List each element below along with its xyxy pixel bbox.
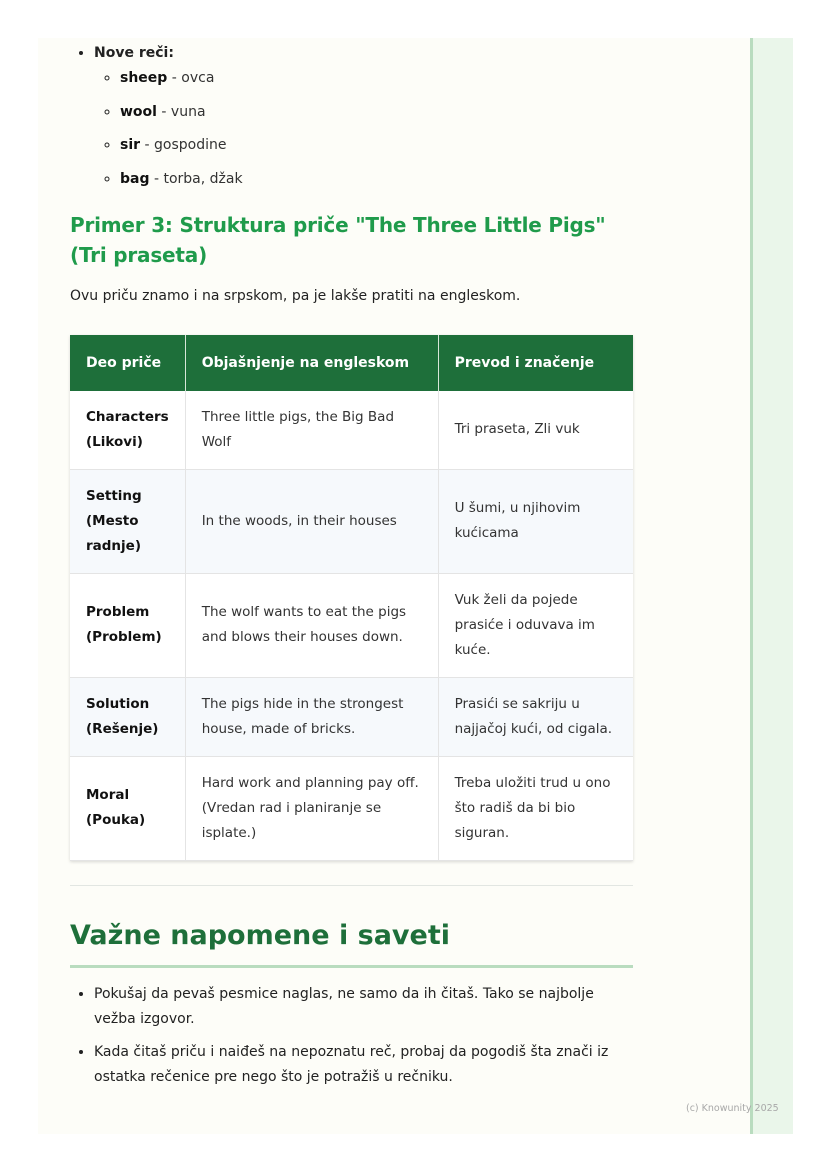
example3-title: Primer 3: Struktura priče "The Three Little Pigs" (Tri praseta) <box>70 212 606 267</box>
column-header: Objašnjenje na engleskom <box>185 335 438 391</box>
vocab-translation: - ovca <box>167 70 215 86</box>
english-explanation-cell: Three little pigs, the Big Bad Wolf <box>185 391 438 470</box>
english-explanation-cell: The pigs hide in the strongest house, made of bricks. <box>185 677 438 756</box>
column-header: Prevod i značenje <box>438 335 633 391</box>
story-part-cell: Characters (Likovi) <box>70 391 185 470</box>
section-divider <box>70 885 633 886</box>
story-part-cell: Setting (Mesto radnje) <box>70 469 185 573</box>
translation-cell: Vuk želi da pojede prasiće i oduvava im kuće. <box>438 573 633 677</box>
new-words-list <box>70 41 635 192</box>
translation-cell: Tri praseta, Zli vuk <box>438 391 633 470</box>
vocab-item <box>120 100 635 125</box>
side-band <box>750 38 793 1134</box>
tips-title: Važne napomene i saveti <box>70 916 633 968</box>
table-row <box>70 677 633 756</box>
column-header: Deo priče <box>70 335 185 391</box>
story-part-cell: Problem (Problem) <box>70 573 185 677</box>
table-row <box>70 756 633 860</box>
vocab-translation: - torba, džak <box>149 170 243 187</box>
vocab-translation: - vuna <box>156 103 206 120</box>
vocab-word: sheep <box>120 70 168 86</box>
vocab-word: wool <box>120 103 157 120</box>
vocab-word: sir <box>120 137 141 153</box>
english-explanation-cell: The wolf wants to eat the pigs and blows their houses down. <box>185 573 438 677</box>
vocab-item <box>120 167 635 192</box>
vocab-translation: - gospodine <box>140 137 227 153</box>
story-part-cell: Solution (Rešenje) <box>70 677 185 756</box>
story-structure-table <box>70 335 633 861</box>
translation-cell: U šumi, u njihovim kućicama <box>438 469 633 573</box>
new-words-heading: • Nove reči: <box>94 45 174 61</box>
vocab-item <box>120 133 635 158</box>
translation-cell: Treba uložiti trud u ono što radiš da bi bio siguran. <box>438 756 633 860</box>
new-words-item <box>94 41 635 192</box>
translation-cell: Prasići se sakriju u najjačoj kući, od cigala. <box>438 677 633 756</box>
tip-item: • Kada čitaš priču i naiđeš na nepoznatu reč, probaj da pogodiš šta znači iz ostatka rečenice pre nego što je potražiš u rečniku. <box>94 1040 635 1090</box>
english-explanation-cell: In the woods, in their houses <box>185 469 438 573</box>
table-row <box>70 391 633 470</box>
vocab-list <box>94 66 635 192</box>
copyright-footer: (c) Knowunity 2025 <box>686 1103 779 1114</box>
tip-item: • Pokušaj da pevaš pesmice naglas, ne samo da ih čitaš. Tako se najbolje vežba izgovor. <box>94 982 635 1032</box>
english-explanation-cell: Hard work and planning pay off. (Vredan rad i planiranje se isplate.) <box>185 756 438 860</box>
vocab-item <box>120 66 635 91</box>
tips-list <box>70 982 635 1090</box>
table-row <box>70 469 633 573</box>
vocab-word: bag <box>120 170 150 187</box>
example3-intro: Ovu priču znamo i na srpskom, pa je lakše pratiti na engleskom. <box>70 287 521 304</box>
document-content <box>70 38 635 1098</box>
table-row <box>70 573 633 677</box>
table-header-row <box>70 335 633 391</box>
story-part-cell: Moral (Pouka) <box>70 756 185 860</box>
